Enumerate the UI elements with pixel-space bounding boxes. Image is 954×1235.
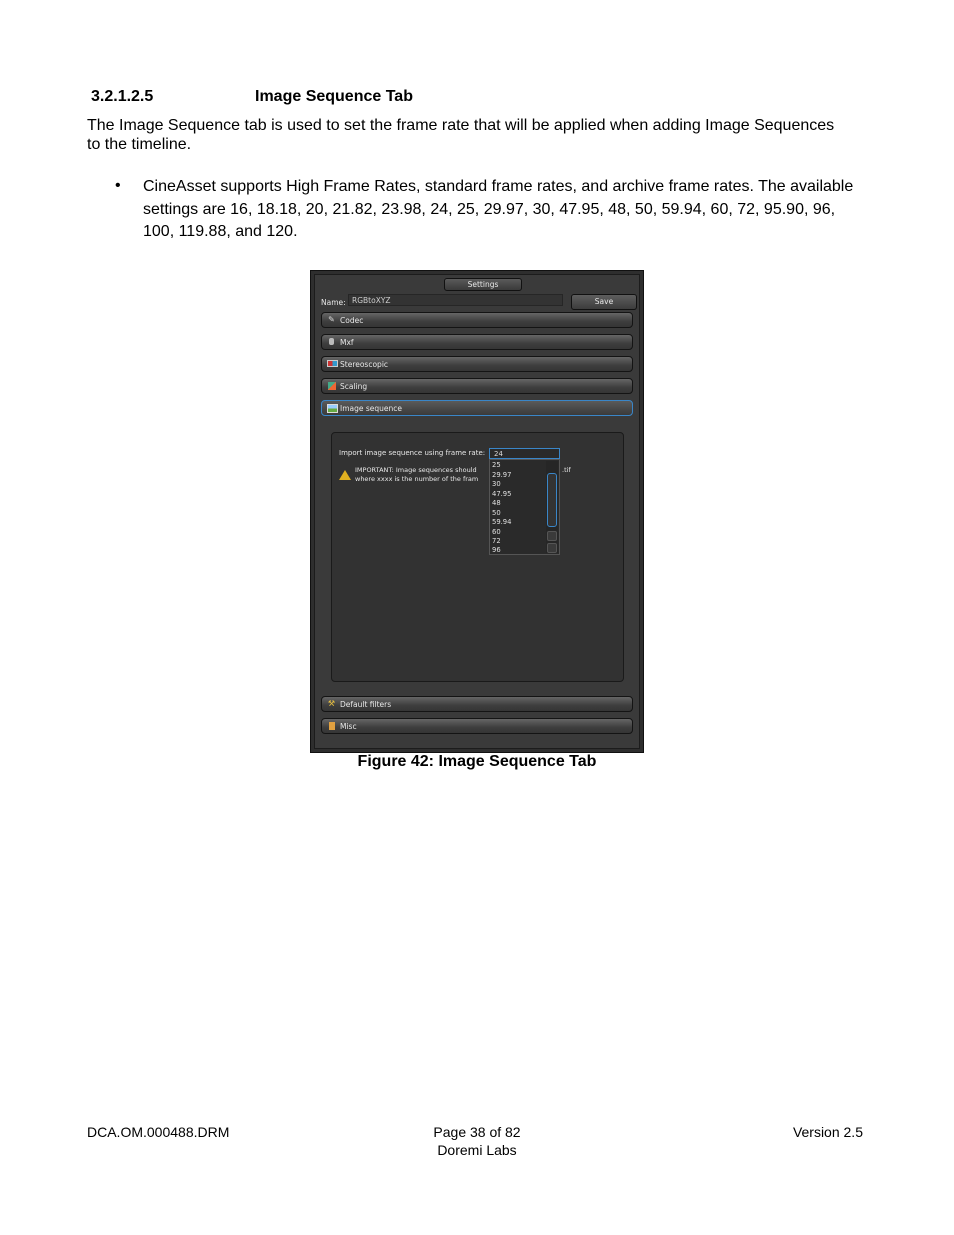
section-label: Stereoscopic bbox=[340, 360, 389, 369]
wand-icon: ⚒ bbox=[327, 699, 336, 708]
footer-version: Version 2.5 bbox=[792, 1124, 863, 1140]
frame-rate-select[interactable]: 24 bbox=[489, 448, 560, 459]
section-label: Scaling bbox=[340, 382, 368, 391]
section-scaling[interactable] bbox=[321, 378, 633, 394]
figure-caption: Figure 42: Image Sequence Tab bbox=[357, 753, 597, 770]
codec-icon: ✎ bbox=[328, 315, 335, 324]
import-label: Import image sequence using frame rate: bbox=[339, 449, 486, 457]
frame-rate-option[interactable]: 48 bbox=[492, 499, 501, 507]
dropdown-scrollbar[interactable] bbox=[546, 461, 558, 553]
important-note bbox=[355, 466, 489, 484]
frame-rate-option[interactable]: 60 bbox=[492, 527, 501, 536]
frame-rate-dropdown[interactable] bbox=[489, 459, 560, 555]
settings-dialog bbox=[314, 274, 640, 749]
section-label: Codec bbox=[340, 316, 364, 325]
section-number: 3.2.1.2.5 bbox=[91, 88, 154, 105]
bullet-text: CineAsset supports High Frame Rates, standard frame rates, and archive frame rates. The available settings are 16, 18.18, 20, 21.82, 23.98, 24, 25, 29.97, 30, 47.95, 48, 50, 59.94, 60, 72, 95.90, 96, 100, 119.88, and 120. bbox=[143, 178, 854, 240]
bullet-symbol: • bbox=[115, 177, 121, 194]
scaling-icon bbox=[327, 382, 336, 390]
important-line-1: IMPORTANT: Image sequences should bbox=[355, 466, 477, 474]
section-label: Default filters bbox=[340, 700, 392, 709]
scroll-up-button[interactable] bbox=[547, 531, 557, 541]
warning-icon bbox=[339, 470, 351, 480]
settings-screenshot bbox=[310, 270, 644, 753]
save-button[interactable]: Save bbox=[571, 294, 637, 310]
misc-icon bbox=[327, 722, 336, 730]
mxf-icon bbox=[327, 338, 336, 346]
footer-doc-id: DCA.OM.000488.DRM bbox=[87, 1124, 230, 1140]
frame-rate-option[interactable]: 25 bbox=[492, 461, 501, 469]
section-title: Image Sequence Tab bbox=[255, 88, 413, 105]
name-label: Name: bbox=[321, 298, 346, 307]
frame-rate-option[interactable]: 59.94 bbox=[492, 518, 512, 526]
settings-title: Settings bbox=[444, 278, 522, 291]
name-input[interactable]: RGBtoXYZ bbox=[348, 294, 563, 306]
section-image-sequence[interactable] bbox=[321, 400, 633, 416]
section-mxf[interactable] bbox=[321, 334, 633, 350]
frame-rate-option[interactable]: 72 bbox=[492, 537, 501, 545]
scrollbar-thumb[interactable] bbox=[547, 473, 557, 527]
frame-rate-option[interactable]: 29.97 bbox=[492, 470, 512, 479]
footer-company: Doremi Labs bbox=[437, 1142, 517, 1158]
frame-rate-option[interactable]: 50 bbox=[492, 508, 501, 517]
image-icon bbox=[327, 404, 336, 412]
important-line-2: where xxxx is the number of the fram bbox=[355, 475, 479, 483]
scroll-down-button[interactable] bbox=[547, 543, 557, 553]
frame-rate-option[interactable]: 96 bbox=[492, 546, 501, 554]
frame-rate-option[interactable]: 47.95 bbox=[492, 489, 512, 498]
stereoscopic-icon bbox=[327, 360, 336, 368]
intro-paragraph: The Image Sequence tab is used to set the frame rate that will be applied when adding Image Sequences to the timeline. bbox=[87, 117, 835, 153]
frame-rate-option[interactable]: 30 bbox=[492, 480, 501, 488]
section-label: Image sequence bbox=[340, 404, 403, 413]
section-misc[interactable] bbox=[321, 718, 633, 734]
image-sequence-panel bbox=[331, 432, 624, 682]
section-stereoscopic[interactable] bbox=[321, 356, 633, 372]
footer-page: Page 38 of 82 bbox=[433, 1124, 521, 1140]
section-codec[interactable] bbox=[321, 312, 633, 328]
important-suffix: .tif bbox=[562, 466, 571, 474]
section-label: Misc bbox=[340, 722, 357, 731]
section-default-filters[interactable] bbox=[321, 696, 633, 712]
section-label: Mxf bbox=[340, 338, 354, 347]
